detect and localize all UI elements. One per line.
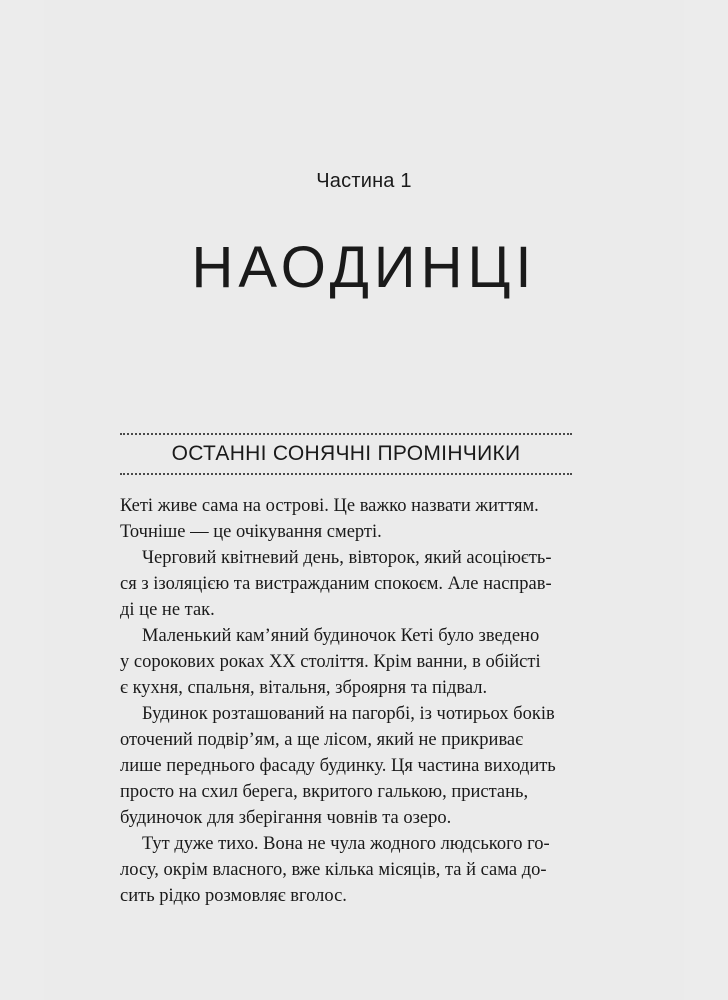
text-line: ся з ізоляцією та вистражданим спокоєм. Але насправ-	[120, 574, 552, 594]
text-line: сить рідко розмовляє вголос.	[120, 886, 347, 906]
text-line: у сорокових роках XX століття. Крім ванни, в обійсті	[120, 652, 541, 672]
text-line: ді це не так.	[120, 600, 215, 620]
chapter-title: ОСТАННІ СОНЯЧНІ ПРОМІНЧИКИ	[171, 442, 521, 465]
text-line: оточений подвір’ям, а ще лісом, який не прикриває	[120, 730, 524, 750]
text-line: є кухня, спальня, вітальня, зброярня та підвал.	[120, 678, 488, 698]
text-line: Маленький кам’яний будиночок Кеті було зведено	[142, 626, 540, 646]
text-line: Кеті живе сама на острові. Це важко назвати життям.	[120, 496, 539, 516]
chapter-bottom-divider	[120, 473, 572, 475]
text-line: просто на схил берега, вкритого галькою, пристань,	[120, 782, 529, 802]
chapter-top-divider	[120, 433, 572, 435]
text-line: Будинок розташований на пагорбі, із чотирьох боків	[142, 704, 555, 724]
text-line: Черговий квітневий день, вівторок, який асоціюєть-	[142, 548, 552, 568]
text-line: Точніше — це очікування смерті.	[120, 522, 382, 542]
text-line: лише переднього фасаду будинку. Ця частина виходить	[120, 756, 556, 776]
part-title: НАОДИНЦІ	[191, 235, 537, 300]
text-line: лосу, окрім власного, вже кілька місяців, та й сама до-	[120, 860, 547, 880]
text-line: будиночок для зберігання човнів та озеро.	[120, 808, 452, 828]
text-line: Тут дуже тихо. Вона не чула жодного людського го-	[142, 834, 550, 854]
part-label: Частина 1	[316, 170, 412, 192]
chapter-body	[120, 493, 576, 909]
